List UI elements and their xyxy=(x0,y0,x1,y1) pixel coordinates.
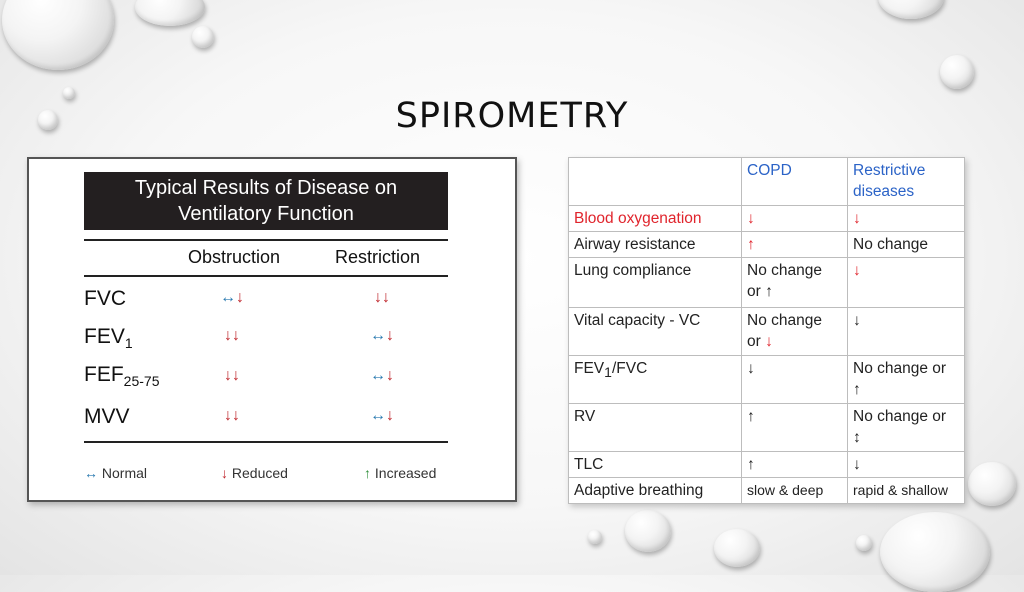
down-arrow-icon: ↓↓ xyxy=(224,327,240,344)
legend-reduced: ↓ Reduced xyxy=(221,465,288,481)
param-vital-capacity: Vital capacity - VC xyxy=(569,308,742,356)
param-airway-resistance: Airway resistance xyxy=(569,232,742,258)
water-drop-decoration xyxy=(588,530,602,544)
fvc-restriction-value xyxy=(347,289,417,307)
mvv-restriction-value xyxy=(347,407,417,425)
row-label-mvv: MVV xyxy=(84,405,130,428)
water-drop-decoration xyxy=(878,0,944,19)
table-row xyxy=(569,356,965,404)
param-blood-oxygenation: Blood oxygenation xyxy=(569,206,742,232)
slide-title: SPIROMETRY xyxy=(395,96,629,136)
header-line-1: Typical Results of Disease on xyxy=(134,177,398,199)
table-row xyxy=(569,232,965,258)
fef-restriction-value xyxy=(347,367,417,385)
down-arrow-icon: ↓↓ xyxy=(224,367,240,384)
restrictive-value: ↓ xyxy=(848,452,965,478)
column-header-obstruction: Obstruction xyxy=(188,247,281,267)
copd-value: ↑ xyxy=(742,452,848,478)
legend-increased: ↑ Increased xyxy=(364,465,437,481)
copd-value: No change or ↑ xyxy=(742,258,848,308)
water-drop-decoration xyxy=(714,529,760,567)
fev1-obstruction-value xyxy=(197,327,267,345)
down-arrow-icon: ↓↓ xyxy=(224,407,240,424)
restrictive-value: rapid & shallow xyxy=(848,478,965,504)
header-cell-copd: COPD xyxy=(742,158,848,206)
normal-arrow-icon: ↔ xyxy=(370,407,386,424)
param-lung-compliance: Lung compliance xyxy=(569,258,742,308)
up-arrow-icon: ↑ xyxy=(364,465,371,481)
table-row xyxy=(569,452,965,478)
water-drop-decoration xyxy=(625,510,671,552)
water-drop-decoration xyxy=(192,26,214,48)
row-label-fev1: $FEV_1$ xyxy=(84,325,133,352)
divider xyxy=(84,239,448,241)
header-cell-restrictive: Restrictive diseases xyxy=(848,158,965,206)
down-arrow-icon: ↓ xyxy=(386,327,394,344)
copd-value: ↑ xyxy=(742,232,848,258)
ventilatory-function-table xyxy=(27,157,517,502)
copd-value: ↓ xyxy=(742,356,848,404)
restrictive-value: No change or ↑ xyxy=(848,356,965,404)
divider xyxy=(84,275,448,277)
mvv-obstruction-value xyxy=(197,407,267,425)
copd-vs-restrictive-table xyxy=(568,157,965,504)
copd-value: slow & deep xyxy=(742,478,848,504)
row-label-fvc: FVC xyxy=(84,287,126,310)
table-row xyxy=(569,404,965,452)
restrictive-value: ↓ xyxy=(848,258,965,308)
down-arrow-icon: ↓ xyxy=(221,465,228,481)
param-fev1-fvc: $FEV_1$/FVC xyxy=(569,356,742,404)
restrictive-value: ↓ xyxy=(848,206,965,232)
water-drop-decoration xyxy=(940,55,974,89)
copd-value: ↑ xyxy=(742,404,848,452)
restrictive-value: No change or ↕ xyxy=(848,404,965,452)
down-arrow-icon: ↓↓ xyxy=(374,289,390,306)
header-cell-empty xyxy=(569,158,742,206)
table-header-box xyxy=(84,172,448,230)
copd-value: ↓ xyxy=(742,206,848,232)
water-drop-decoration xyxy=(880,512,990,592)
down-arrow-icon: ↓ xyxy=(386,367,394,384)
water-drop-decoration xyxy=(2,0,114,70)
column-header-restriction: Restriction xyxy=(335,247,421,267)
fev1-restriction-value xyxy=(347,327,417,345)
water-drop-decoration xyxy=(968,462,1016,506)
param-adaptive-breathing: Adaptive breathing xyxy=(569,478,742,504)
table-row xyxy=(569,158,965,206)
normal-arrow-icon: ↔ xyxy=(220,289,236,306)
normal-arrow-icon: ↔ xyxy=(84,465,98,481)
water-drop-decoration xyxy=(856,535,872,551)
normal-arrow-icon: ↔ xyxy=(370,327,386,344)
down-arrow-icon: ↓ xyxy=(236,289,244,306)
fvc-obstruction-value xyxy=(197,289,267,307)
table-row xyxy=(569,258,965,308)
water-drop-decoration xyxy=(135,0,205,26)
divider xyxy=(84,441,448,443)
param-rv: RV xyxy=(569,404,742,452)
header-line-2: Ventilatory Function xyxy=(178,203,354,225)
down-arrow-icon: ↓ xyxy=(386,407,394,424)
fef-obstruction-value xyxy=(197,367,267,385)
normal-arrow-icon: ↔ xyxy=(370,367,386,384)
copd-value: No change or ↓ xyxy=(742,308,848,356)
row-label-fef25-75: $FEF_{25-75}$ xyxy=(84,363,160,390)
table-row xyxy=(569,308,965,356)
restrictive-value: ↓ xyxy=(848,308,965,356)
restrictive-value: No change xyxy=(848,232,965,258)
table-row xyxy=(569,478,965,504)
table-row xyxy=(569,206,965,232)
legend-normal: ↔ Normal xyxy=(84,465,148,481)
param-tlc: TLC xyxy=(569,452,742,478)
